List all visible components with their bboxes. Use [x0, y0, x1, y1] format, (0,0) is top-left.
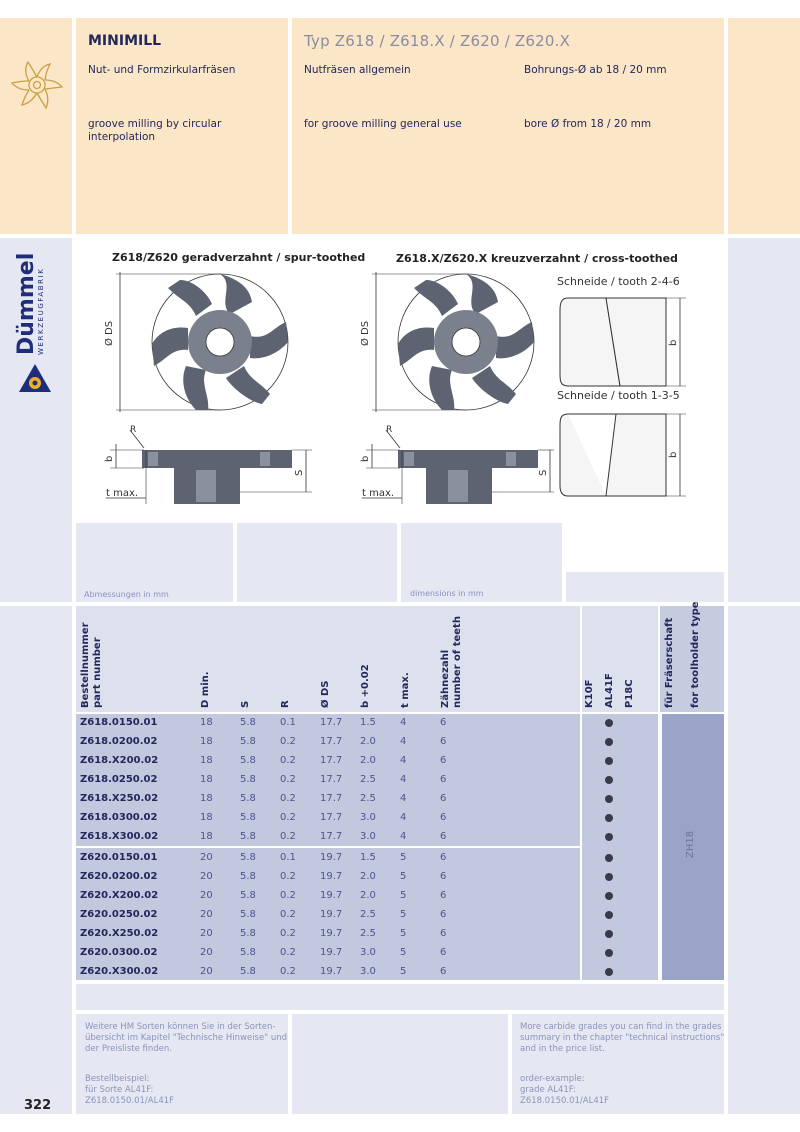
cell-tmax: 4 [400, 774, 407, 785]
cell-r: 0.2 [280, 966, 296, 977]
cell-dmin: 20 [200, 871, 213, 882]
cell-s: 5.8 [240, 736, 256, 747]
cell-part-number: Z618.0250.02 [80, 774, 158, 785]
cell-b: 2.0 [360, 755, 376, 766]
cell-ds: 19.7 [320, 909, 343, 920]
grade-availability-dot [605, 968, 613, 976]
cell-b: 1.5 [360, 717, 376, 728]
cell-dmin: 20 [200, 890, 213, 901]
note-de-line3: der Preisliste finden. [85, 1044, 172, 1054]
cell-s: 5.8 [240, 909, 256, 920]
note-de [85, 1022, 287, 1055]
cell-part-number: Z618.X250.02 [80, 793, 159, 804]
series-title: MINIMILL [88, 33, 162, 49]
cell-ds: 17.7 [320, 717, 343, 728]
table-row [76, 963, 580, 982]
cell-ds: 17.7 [320, 774, 343, 785]
col-header-tmax: t max. [400, 672, 411, 708]
grade-availability-dot [605, 873, 613, 881]
table-body-grades [582, 714, 658, 980]
cell-dmin: 18 [200, 717, 213, 728]
type-title: Typ Z618 / Z618.X / Z620 / Z620.X [304, 32, 571, 50]
cell-r: 0.2 [280, 947, 296, 958]
example-en-line3: Z618.0150.01/AL41F [520, 1096, 610, 1106]
left-side-band-lower [0, 606, 72, 1114]
table-row [76, 790, 580, 809]
cell-dmin: 18 [200, 793, 213, 804]
col-header-teeth-de: Zähnezahl [440, 649, 451, 708]
cell-part-number: Z618.X300.02 [80, 831, 159, 842]
table-row [76, 868, 580, 887]
note-de-line1: Weitere HM Sorten können Sie in der Sorten- [85, 1022, 276, 1032]
cell-r: 0.2 [280, 736, 296, 747]
tooth-detail-views [556, 290, 696, 500]
cell-r: 0.2 [280, 909, 296, 920]
cross-cutter-front-view [356, 262, 556, 422]
cell-b: 3.0 [360, 947, 376, 958]
use-en: for groove milling general use [304, 118, 462, 130]
example-en [520, 1074, 609, 1107]
tmax-label-right: t max. [362, 488, 395, 499]
cell-s: 5.8 [240, 755, 256, 766]
b-label-bottom: b [668, 451, 679, 458]
cell-s: 5.8 [240, 774, 256, 785]
cell-tmax: 4 [400, 717, 407, 728]
cell-teeth: 6 [440, 890, 447, 901]
table-row [76, 828, 580, 847]
col-header-holder-en: for toolholder type [690, 601, 701, 708]
cell-b: 3.0 [360, 812, 376, 823]
grade-availability-dot [605, 814, 613, 822]
right-side-band [728, 238, 800, 602]
cell-r: 0.2 [280, 793, 296, 804]
grade-availability-dot [605, 738, 613, 746]
cell-b: 2.5 [360, 928, 376, 939]
cell-teeth: 6 [440, 947, 447, 958]
example-de-line2: für Sorte AL41F: [85, 1085, 154, 1095]
cell-r: 0.2 [280, 928, 296, 939]
spacer-row [76, 984, 724, 1010]
cell-dmin: 18 [200, 755, 213, 766]
cell-s: 5.8 [240, 890, 256, 901]
table-row [76, 944, 580, 963]
cell-ds: 17.7 [320, 793, 343, 804]
table-row [76, 809, 580, 828]
drawing-left-title: Z618/Z620 geradverzahnt / spur-toothed [112, 251, 366, 264]
cell-b: 1.5 [360, 852, 376, 863]
note-en-line1: More carbide grades you can find in the grades [520, 1022, 722, 1032]
desc-en: groove milling by circular interpolation [88, 118, 222, 143]
grade-availability-dot [605, 892, 613, 900]
page-number: 322 [24, 1098, 52, 1113]
use-de: Nutfräsen allgemein [304, 64, 411, 76]
cell-part-number: Z620.0250.02 [80, 909, 158, 920]
bore-de: Bohrungs-Ø ab 18 / 20 mm [524, 64, 667, 76]
cell-r: 0.1 [280, 852, 296, 863]
cell-ds: 19.7 [320, 890, 343, 901]
cell-teeth: 6 [440, 928, 447, 939]
cell-ds: 19.7 [320, 966, 343, 977]
cell-r: 0.2 [280, 812, 296, 823]
cell-s: 5.8 [240, 966, 256, 977]
cell-dmin: 18 [200, 774, 213, 785]
brand-subtitle: WERKZEUGFABRIK [37, 267, 45, 355]
cell-ds: 19.7 [320, 871, 343, 882]
cell-tmax: 4 [400, 812, 407, 823]
col-header-dmin: D min. [200, 671, 211, 708]
cell-b: 2.5 [360, 909, 376, 920]
tooth-bottom-label: Schneide / tooth 1-3-5 [557, 389, 680, 402]
example-en-line1: order-example: [520, 1074, 585, 1084]
dimensions-caption-de: Abmessungen in mm [84, 590, 169, 599]
col-header-b: b +0.02 [360, 664, 371, 708]
cell-r: 0.1 [280, 717, 296, 728]
cell-teeth: 6 [440, 717, 447, 728]
cell-teeth: 6 [440, 909, 447, 920]
cell-teeth: 6 [440, 812, 447, 823]
cell-part-number: Z620.X250.02 [80, 928, 159, 939]
cell-b: 2.0 [360, 871, 376, 882]
ds-label-right: Ø DS [360, 320, 371, 346]
cell-r: 0.2 [280, 871, 296, 882]
cell-s: 5.8 [240, 871, 256, 882]
grade-availability-dot [605, 795, 613, 803]
cell-teeth: 6 [440, 852, 447, 863]
cell-tmax: 5 [400, 871, 407, 882]
cell-dmin: 20 [200, 947, 213, 958]
cell-b: 2.0 [360, 736, 376, 747]
desc-de: Nut- und Formzirkularfräsen [88, 64, 236, 76]
cell-r: 0.2 [280, 755, 296, 766]
cell-s: 5.8 [240, 928, 256, 939]
cell-b: 2.0 [360, 890, 376, 901]
cell-dmin: 20 [200, 928, 213, 939]
cell-dmin: 18 [200, 831, 213, 842]
b-label-right-side: b [360, 455, 371, 462]
cell-part-number: Z618.X200.02 [80, 755, 159, 766]
cell-dmin: 20 [200, 966, 213, 977]
cell-tmax: 5 [400, 947, 407, 958]
grade-availability-dot [605, 833, 613, 841]
cell-s: 5.8 [240, 852, 256, 863]
table-row [76, 887, 580, 906]
brand-emblem-icon [17, 362, 53, 396]
drawing-right-title: Z618.X/Z620.X kreuzverzahnt / cross-toothed [396, 252, 678, 265]
cell-teeth: 6 [440, 793, 447, 804]
cell-s: 5.8 [240, 831, 256, 842]
grade-availability-dot [605, 930, 613, 938]
table-row [76, 906, 580, 925]
cell-ds: 17.7 [320, 831, 343, 842]
col-header-holder-de: für Fräserschaft [664, 617, 675, 708]
note-en-line3: and in the price list. [520, 1044, 605, 1054]
col-header-part-en: part number [92, 637, 103, 708]
cell-part-number: Z620.0300.02 [80, 947, 158, 958]
table-row [76, 849, 580, 868]
cell-ds: 17.7 [320, 755, 343, 766]
cell-teeth: 6 [440, 966, 447, 977]
example-en-line2: grade AL41F: [520, 1085, 576, 1095]
cell-ds: 19.7 [320, 947, 343, 958]
cell-part-number: Z620.0200.02 [80, 871, 158, 882]
cross-cutter-side-view [356, 420, 556, 508]
cell-tmax: 4 [400, 736, 407, 747]
table-row [76, 771, 580, 790]
note-en [520, 1022, 724, 1055]
example-de-line1: Bestellbeispiel: [85, 1074, 150, 1084]
cell-part-number: Z618.0300.02 [80, 812, 158, 823]
grade-availability-dot [605, 949, 613, 957]
cell-b: 2.5 [360, 793, 376, 804]
table-row [76, 714, 580, 733]
grade-availability-dot [605, 776, 613, 784]
header-edge-cell [728, 18, 800, 234]
note-box-mid [292, 1014, 508, 1114]
cell-teeth: 6 [440, 736, 447, 747]
cell-tmax: 5 [400, 909, 407, 920]
spur-cutter-front-view [100, 262, 330, 422]
col-header-al41f: AL41F [604, 673, 615, 708]
cell-teeth: 6 [440, 755, 447, 766]
col-header-ds: Ø DS [320, 680, 331, 708]
brand-logo [14, 235, 54, 355]
cell-r: 0.2 [280, 890, 296, 901]
grade-availability-dot [605, 911, 613, 919]
cell-dmin: 20 [200, 852, 213, 863]
s-label-right: S [538, 469, 549, 476]
cell-r: 0.2 [280, 831, 296, 842]
tooth-top-label: Schneide / tooth 2-4-6 [557, 275, 680, 288]
cell-b: 3.0 [360, 831, 376, 842]
brand-name: Dümmel [14, 252, 39, 355]
cell-dmin: 20 [200, 909, 213, 920]
cell-s: 5.8 [240, 717, 256, 728]
spur-cutter-side-view [100, 420, 320, 508]
cell-teeth: 6 [440, 831, 447, 842]
b-label-left-side: b [104, 455, 115, 462]
cell-tmax: 5 [400, 852, 407, 863]
cell-dmin: 18 [200, 736, 213, 747]
cell-tmax: 5 [400, 890, 407, 901]
grade-availability-dot [605, 854, 613, 862]
cell-tmax: 5 [400, 928, 407, 939]
cell-part-number: Z620.0150.01 [80, 852, 158, 863]
col-header-s: S [240, 700, 251, 708]
b-label-top: b [668, 339, 679, 346]
dimensions-caption-en: dimensions in mm [410, 589, 484, 598]
grade-availability-dot [605, 719, 613, 727]
cell-part-number: Z620.X200.02 [80, 890, 159, 901]
col-header-teeth-en: number of teeth [452, 616, 463, 708]
cell-tmax: 4 [400, 793, 407, 804]
cell-tmax: 4 [400, 831, 407, 842]
bore-en: bore Ø from 18 / 20 mm [524, 118, 652, 130]
cell-tmax: 5 [400, 966, 407, 977]
right-side-band-lower [728, 606, 800, 1114]
col-header-part-de: Bestellnummer [80, 622, 91, 708]
table-row [76, 925, 580, 944]
s-label-left: S [294, 469, 305, 476]
col-header-r: R [280, 700, 291, 708]
example-de [85, 1074, 174, 1107]
cell-part-number: Z618.0200.02 [80, 736, 158, 747]
note-en-line2: summary in the chapter "technical instructions" [520, 1033, 725, 1043]
cell-s: 5.8 [240, 812, 256, 823]
cell-ds: 17.7 [320, 812, 343, 823]
milling-cutter-icon [8, 56, 66, 114]
holder-value: ZH18 [685, 830, 696, 858]
cell-ds: 19.7 [320, 928, 343, 939]
cell-part-number: Z618.0150.01 [80, 717, 158, 728]
col-header-p18c: P18C [624, 679, 635, 708]
col-header-k10f: K10F [584, 679, 595, 708]
caption-box-4 [566, 572, 724, 602]
cell-teeth: 6 [440, 774, 447, 785]
cell-r: 0.2 [280, 774, 296, 785]
table-row [76, 752, 580, 771]
cell-b: 3.0 [360, 966, 376, 977]
cell-dmin: 18 [200, 812, 213, 823]
cell-b: 2.5 [360, 774, 376, 785]
cell-teeth: 6 [440, 871, 447, 882]
header-icon-cell [0, 18, 72, 234]
r-label-left: R [130, 425, 137, 435]
table-row [76, 733, 580, 752]
cell-ds: 19.7 [320, 852, 343, 863]
grade-availability-dot [605, 757, 613, 765]
cell-s: 5.8 [240, 947, 256, 958]
example-de-line3: Z618.0150.01/AL41F [85, 1096, 175, 1106]
cell-tmax: 4 [400, 755, 407, 766]
ds-label-left: Ø DS [104, 320, 115, 346]
note-de-line2: übersicht im Kapitel "Technische Hinweise" und [85, 1033, 287, 1043]
cell-part-number: Z620.X300.02 [80, 966, 159, 977]
cell-s: 5.8 [240, 793, 256, 804]
cell-ds: 17.7 [320, 736, 343, 747]
r-label-right: R [386, 425, 393, 435]
caption-box-2 [237, 523, 397, 602]
tmax-label-left: t max. [106, 488, 139, 499]
